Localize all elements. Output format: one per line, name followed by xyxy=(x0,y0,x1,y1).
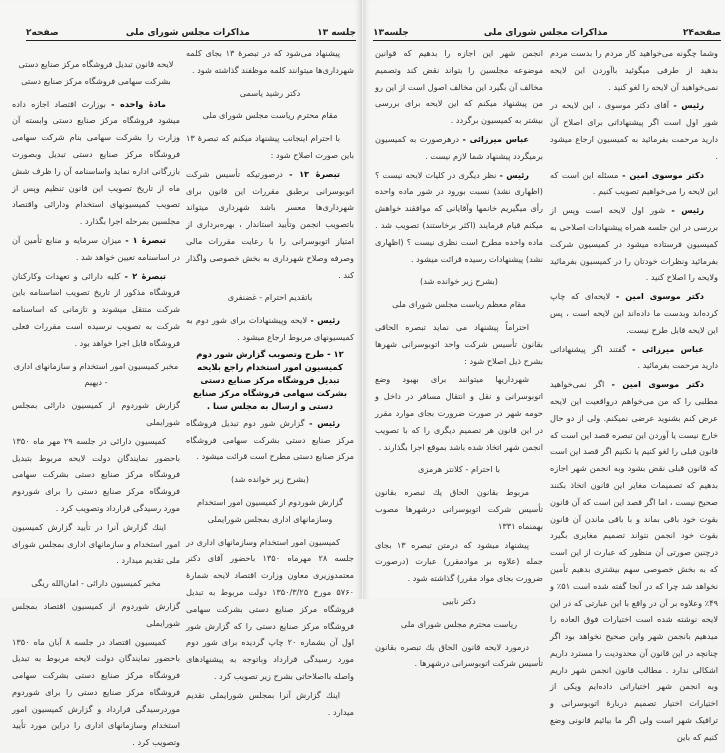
paragraph xyxy=(12,634,180,752)
centered-line xyxy=(375,616,543,633)
paragraph xyxy=(12,232,180,266)
centered-line xyxy=(12,56,180,90)
paragraph-text: باتقدیم احترام - غضنفری xyxy=(227,292,313,303)
paragraph xyxy=(186,312,354,346)
paragraph xyxy=(186,534,354,685)
speaker-name: دکتر موسوی امین - xyxy=(615,291,704,302)
paragraph-text: گزارش شوردوم از کمیسیون اقتصاد بمجلس شورایملی xyxy=(12,600,180,628)
speaker-name: مادهٔ واحده - xyxy=(111,98,166,109)
paragraph xyxy=(550,167,718,201)
paragraph xyxy=(12,519,180,569)
paragraph xyxy=(550,45,718,95)
paragraph-text: آقای دکتر موسوی ، این لایحه در شور اول است اگر پیشنهاداتی برای اصلاح آن دارید مرحمت بفرمائید به کمیسیون ارجاع میشود . xyxy=(550,100,718,161)
paragraph-text: دکتر رشید یاسمی xyxy=(239,87,301,98)
paragraph xyxy=(375,537,543,587)
page-header xyxy=(373,24,721,41)
text-column xyxy=(375,45,543,674)
text-column xyxy=(12,50,180,753)
paragraph xyxy=(186,130,354,164)
paragraph-text: مربوط بقانون الحاق یك تبصره بقانون تأسیس شرکت اتوبوسرانی درشهرها مصوب بهمنماه ۱۳۳۱ xyxy=(375,487,543,531)
paragraph-text: مقام معظم ریاست مجلس شورای ملی xyxy=(392,299,526,310)
paragraph-text: با احترام اینجانب پیشنهاد میکنم که تبصرهٔ ۱۳ باین صورت اصلاح شود : xyxy=(186,133,354,160)
paragraph xyxy=(186,415,354,465)
speaker-name: تبصرهٔ ۲ - xyxy=(124,270,167,281)
speaker-name: عباس میرزائی - xyxy=(632,343,704,354)
paragraph-text: ۱۲ - طرح وتصویب گزارش شور دوم کمیسیون امور استخدام راجع بلایحه تبدیل فروشگاه مرکز صنایع دستی بشرکت سهامی فروشگاه مرکز صنایع دستی و ارسال به مجلس سنا . xyxy=(193,348,347,411)
paragraph xyxy=(186,166,354,284)
centered-line xyxy=(375,461,543,478)
paragraph xyxy=(186,687,354,721)
paragraph xyxy=(550,288,718,338)
paragraph-text: گزارش شور دوم تبدیل فروشگاه مرکز صنایع دستی بشرکت سهامی فروشگاه مرکز صنایع دستی مطرح است قرائت میشود . xyxy=(186,417,354,462)
paragraph-text: میزان سرمایه و منابع تأمین آن در اساسنامه تعیین خواهد شد . xyxy=(12,234,180,262)
session-number: جلسه۱۳ xyxy=(373,28,409,38)
paragraph-text: (بشرح زیر خوانده شد) xyxy=(420,276,498,287)
centered-line xyxy=(12,575,180,592)
speaker-name: تبصرهٔ ۱۳ - xyxy=(289,168,341,179)
speaker-name: رئیس - xyxy=(310,315,341,326)
paragraph-text: اینك گزارش آنرا بمجلس شورایملی تقدیم میدارد . xyxy=(186,689,354,717)
centered-line xyxy=(186,85,354,102)
centered-line xyxy=(375,593,543,610)
paragraph-text: گزارش شوردوم از کمیسیون دارائی بمجلس شورایملی xyxy=(12,400,180,427)
paragraph-text: انجمن شهر این اجازه را بدهیم که قوانین موضوعه مجلسین را بتواند نقض کند وتصمیم مخالف آن بگیرد این مخالف اصول است از این رو من پیشنهاد میکنم که این لایحه برای بررسی بیشتر به کمیسیون برگردد . xyxy=(375,48,543,126)
paragraph xyxy=(12,598,180,632)
paragraph xyxy=(550,202,718,286)
paragraph xyxy=(375,131,543,165)
paragraph-text: مقام محترم ریاست مجلس شورای ملی xyxy=(202,110,338,121)
paragraph xyxy=(375,484,543,534)
paragraph-text: احتراماً پیشنهاد می نماید تبصره الحاقی بقانون تأسیس شرکت واحد اتوبوسرانی شهرها بشرح ذیل اصلاح شود : xyxy=(375,321,543,366)
speaker-name: رئیس - xyxy=(309,417,341,428)
paragraph xyxy=(12,397,180,431)
paragraph-text: بوزارت اقتصاد اجازه داده میشود فروشگاه مرکز صنایع دستی وابسته آن وزارت را بشرکت سهامی بنام شرکت سهامی فروشگاه مرکز صنایع دستی تبدیل وبصورت بازرگانی اداره نماید واساسنامه آن را ظرف شش ماه از تاریخ تصویب این قانون تنظیم وپس از تصویب کمیسیونهای استخدام ودارائی واقتصاد مجلسین بمرحله اجرا بگذارد . xyxy=(12,98,180,227)
text-column xyxy=(186,45,354,722)
paragraph-text: با احترام - کلانتر هرمزی xyxy=(417,464,500,475)
paragraph-text: کمیسیون اقتصاد در جلسه ۸ آبان ماه ۱۳۵۰ باحضور نمایندگان دولت لایحه مربوط به تبدیل فروشگاه مرکز صنایع دستی بشرکت سهامی فروشگاه مرکز صنایع دستی را برای شوردوم موردرسیدگی قرارداد و گزارش کمیسیون امور استخدام وسازمانهای اداری را دراین مورد تأیید وتصویب کرد . xyxy=(12,636,180,748)
paragraph-text: لایحه قانون تبدیل فروشگاه مرکز صنایع دستی بشرکت سهامی فروشگاه مرکز صنایع دستی xyxy=(18,59,174,86)
paragraph-text: پیشنهاد می‌شود که در تبصرهٔ ۱۳ بجای کلمه شهرداری‌ها میتوانند کلمه موظفند گذاشته شود . xyxy=(186,48,354,75)
paragraph-text: گزارش شوردوم از کمیسیون امور استخدام وسازمانهای اداری بمجلس شورایملی xyxy=(196,496,344,524)
paragraph xyxy=(375,167,543,268)
paragraph-text: گفتند اگر پیشنهاداتی دارید مرحمت بفرمائید . xyxy=(550,343,718,371)
text-column xyxy=(550,45,718,748)
speaker-name: دکتر موسوی امین - xyxy=(622,169,704,180)
speaker-name: رئیس - xyxy=(499,169,529,180)
paragraph-text: لایحه وپیشنهادات برای شور دوم به کمیسیونهای مربوط ارجاع میشود . xyxy=(186,315,354,342)
paragraph xyxy=(550,97,718,164)
paragraph-text: اینك گزارش آنرا در تأیید گزارش کمیسیون امور استخدام و سازمانهای اداری بمجلس شورای ملی تقدیم میدارد . xyxy=(12,521,180,566)
paragraph-text: مخبر کمیسیون امور استخدام و سازمانهای اداری - دیهیم xyxy=(13,360,179,388)
paragraph-text: اگر نمی‌خواهید مطلبی را که من می‌خواهم درواقعیت این لایحه عرض کنم بشنوید عرضی نمیکنم. ولی از دو حال خارج نیست یا آوردن این تبصره قصد این است که قانون قبلی را لغو کنیم یا نکنیم اگر قصد این است که قانون قبلی نقض بشود وبه انجمن شهر اجازه بدهیم که تصمیمات مغایر این قانون اتخاذ بکنند صحیح نیست ، اما اگر قصد این است که آن قانون بقوت خود باقی بماند و با باقی ماندن آن قانون بقوت خود انجمن نتواند تصمیم مغایری بگیرد درچنین صورتی آن منظور که عبارت از این است که به بخش خصوصی سهم بیشتری بدهیم تأمین نخواهد شد چرا که در آنجا گفته شده است ۵۱٪ و ۴۹٪ وعلاوه بر آن در واقع با این عبارتی که در این لایحه نوشته شده است اختیارات فوق العاده را میدهیم بانجمن شهر واین صحیح نخواهد بود اگر چنانچه در این قانون آن محدودیت را مسترد داریم اشکالی ندارد . مطالب قانون انجمن شهر داریم وبه انجمن شهر اختیاراتی داده‌ایم ویکی از اختیارات اختیار تصمیم دربارهٔ اتوبوسرانی و ترافیک شهر است ولی اگر ما بیائیم قانونی وضع کنیم که باین xyxy=(550,379,718,742)
page-number: صفحه۲۴ xyxy=(682,28,721,38)
paragraph xyxy=(12,96,180,230)
centered-line xyxy=(186,289,354,306)
paragraph-text: شهرداریها میتوانند برای بهبود وضع اتوبوسرانی و نقل و انتقال مسافر در داخل و حومه شهر در صورت ضرورت بجای موارد مقرر در این قانون هر تصمیم دیگری را که با تصویب انجمن شهر اتخاذ شده باشد بموقع اجرا بگذارند . xyxy=(375,374,543,452)
session-number: جلسه ۱۳ xyxy=(317,28,356,38)
speaker-name: دکتر موسوی امین - xyxy=(611,379,705,390)
paragraph-text: درهرصورت به کمیسیون برمیگردد پیشنهاد شما لازم نیست . xyxy=(375,133,543,161)
centered-line xyxy=(375,273,543,290)
paragraph-text: درمورد لایحه قانون الحاق یك تبصره بقانون تأسیس شرکت اتوبوسرانی درشهرها . xyxy=(375,641,543,669)
page-number: صفحه۲ xyxy=(26,28,59,38)
paragraph-text: کمیسیون امور استخدام وسازمانهای اداری در جلسه ۲۸ مهرماه ۱۳۵۰ باحضور آقای دکتر معتمدوزیری معاون وزارت اقتصاد لایحه شمارهٔ ۵۷۶۰ مورخ ۱۳۵۰/۳/۲۵ دولت مربوط به تبدیل فروشگاه مرکز صنایع دستی بشرکت سهامی فروشگاه مرکز صنایع دستی را که گزارش شور اول آن بشماره ۲۰ چاپ گردیده برای شور دوم مورد رسیدگی قرارداد وباتوجه به پیشنهادهای واصله بااصلاحاتی بشرح زیر تصویب کرد . xyxy=(186,536,355,681)
speaker-name: تبصرهٔ ۱ - xyxy=(125,234,167,245)
speaker-name: رئیس - xyxy=(671,205,705,216)
centered-line xyxy=(12,358,180,392)
paragraph-text: لایحه‌ای که چاپ کرده‌اند وبدست ما داده‌اند این لایحه است ، پس این لایحه قابل طرح نیست. xyxy=(550,291,718,335)
centered-line xyxy=(186,494,354,528)
page-header xyxy=(26,24,356,41)
paragraph-text: (بشرح زیر خوانده شد) xyxy=(231,474,309,485)
right-page xyxy=(363,0,725,742)
section-heading xyxy=(186,348,354,413)
paragraph-text: وشما چگونه می‌خواهید کار مردم را بدست مردم بدهید از طرفی میگوئید باآوردن این لایحه نمی‌خواهید آن لایحه را لغو کنید . xyxy=(550,48,718,92)
paragraph xyxy=(375,319,543,369)
paragraph-text: کمیسیون دارائی در جلسه ۲۹ مهر ماه ۱۳۵۰ باحضور نمایندگان دولت لایحه مربوط بتبدیل فروشگاه مرکز صنایع دستی بشرکت سهامی فروشگاه مرکز صنایع دستی را برای شوردوم مورد رسیدگی قرارداد وتصویب کرد . xyxy=(12,435,180,513)
paragraph-text: دکتر نابیی xyxy=(442,595,476,606)
paragraph xyxy=(375,639,543,673)
paragraph-text: ریاست محترم مجلس شورای ملی xyxy=(400,618,518,629)
speaker-name: رئیس - xyxy=(673,100,704,111)
paragraph-text: کلیه دارائی و تعهدات وکارکنان فروشگاه مذکور از تاریخ تصویب اساسنامه باین شرکت منتقل میشوند و تازمانی که اساسنامه شرکت به تصویب نرسیده است مقررات فعلی فروشگاه قابل اجرا خواهد بود . xyxy=(12,270,180,348)
paragraph xyxy=(375,45,543,129)
paragraph-text: نظر دیگری در کلیات لایحه نیست ؟ (اظهاری نشد) نسبت بورود در شور ماده واحده رأی میگیریم خانمها وآقایانی که موافقند خواهش میکنم قیام فرمایند (اکثر برخاستند) تصویب شد . ماده واحده مطرح است نظری نیست ؟ (اظهاری نشد) پیشنهادات رسیده قرائت میشود . xyxy=(375,169,543,264)
paragraph xyxy=(12,433,180,517)
paragraph-text: پیشنهاد میشود که درمتن تبصره ۱۳ بجای جمله (علاوه بر موادمقرر) عبارت (درصورت ضرورت بجای مواد مقرر) گذاشته شود . xyxy=(375,539,543,584)
paragraph xyxy=(550,341,718,375)
running-title: مذاکرات مجلس شورای ملی xyxy=(483,28,608,38)
paragraph xyxy=(186,45,354,79)
paragraph-text: شور اول لایحه است وپس از بررسی در این جلسه همراه پیشنهادات اصلاحی به کمیسیون فرستاده میشود در کمیسیون شرکت بفرمائید ونظرات خودتان را در کمیسیون بفرمائید ولایحه را اصلاح کنید . xyxy=(550,205,718,283)
speaker-name: عباس میرزائی - xyxy=(462,133,529,144)
paragraph-text: مخبر کمیسیون دارائی - امان‌الله ریگی xyxy=(31,578,161,589)
paragraph-text: مسئله این است که این لایحه را می‌خواهیم تصویب کنیم . xyxy=(550,169,718,197)
running-title: مذاکرات مجلس شورای ملی xyxy=(125,28,250,38)
centered-line xyxy=(375,296,543,313)
paragraph xyxy=(550,376,718,746)
centered-line xyxy=(186,471,354,488)
paragraph-text: درصورتیکه تأسیس شرکت اتوبوسرانی برطبق مقررات این قانون برای شهرداری‌ها معسر باشد شهرداری میتواند باتصویب انجمن وتأیید استاندار ، بهره‌برداری از امتیاز اتوبوسرانی را با رعایت مقررات مالی وصرفه وصلاح شهرداری به بخش خصوصی واگذار کند . xyxy=(186,168,354,280)
left-page xyxy=(0,0,362,748)
paragraph xyxy=(12,268,180,352)
centered-line xyxy=(186,107,354,124)
paragraph xyxy=(375,371,543,455)
